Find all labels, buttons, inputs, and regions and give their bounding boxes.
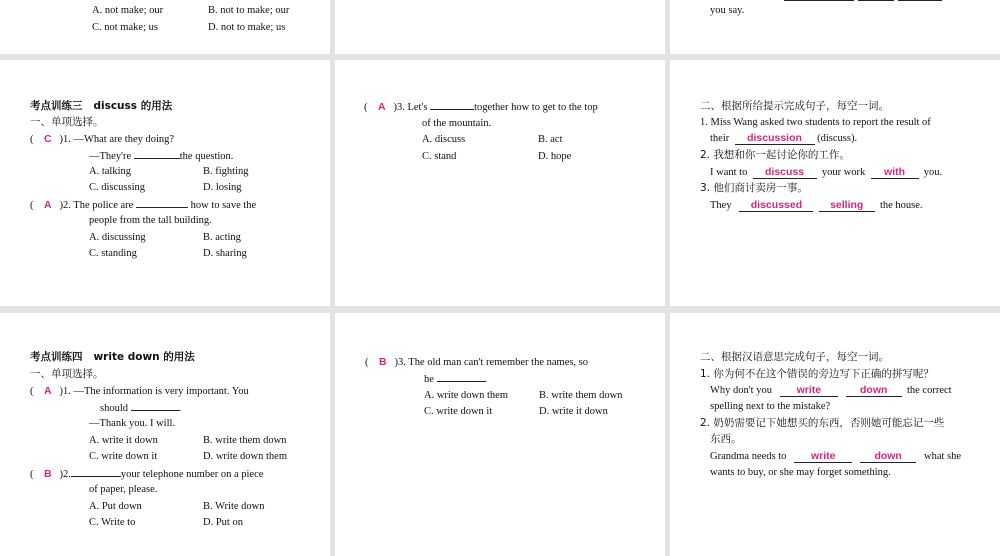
option-d: D. hope [538,151,572,162]
sentence-line: They discussed selling the house. [710,199,923,211]
option-d: D. sharing [203,248,247,259]
option-c: C. standing [89,248,137,259]
blank-line [898,0,942,1]
question-line: should . [100,403,182,414]
option-a: A. Put down [89,501,142,512]
option-a: A. write down them [424,390,508,401]
question-line: he . [424,374,488,385]
answer-letter: A [44,199,52,211]
panel-write-down-choice [0,313,330,556]
answer-fill: discussion [735,133,815,145]
option-a: A. discussing [89,232,146,243]
section-heading: 一、单项选择。 [30,116,104,128]
sentence-line: wants to buy, or she may forget something. [710,467,891,478]
answer-letter: A [44,385,52,397]
option-c: C. stand [422,151,457,162]
question-line: —They're the question. [89,151,234,162]
sentence-3-chinese: 3. 他们商讨卖房一事。 [700,182,808,194]
answer-letter: A [378,101,386,113]
sentence-1: 1. Miss Wang asked two students to report the result of [700,117,931,128]
option-c: C. Write to [89,517,136,528]
question-line: people from the tall building. [89,215,212,226]
panel-write-down-choice-2 [335,313,665,556]
sentence-line: their discussion (discuss). [710,132,858,144]
option-b: B. write them down [203,435,287,446]
option-a: A. not make; our [92,5,164,16]
question-3: ( A )3. Let's together how to get to the top [364,101,598,113]
sentence-line: spelling next to the mistake? [710,401,831,412]
question-line: of the mountain. [422,118,492,129]
sentence-tail: you say. [710,5,745,16]
top-middle-panel [335,0,665,54]
sentence-line: Why don't you write down the correct [710,384,952,396]
answer-letter: B [44,468,52,480]
panel-discuss-fill [670,60,1000,306]
answer-fill: write [780,385,838,397]
sentence-2-chinese: 2. 我想和你一起讨论你的工作。 [700,149,850,161]
option-d: D. Put on [203,517,243,528]
blank-line [784,0,854,1]
question-1: ( C )1. —What are they doing? [30,133,175,145]
sentence-line: Grandma needs to write down what she [710,450,962,462]
section-title: 考点训练四 write down 的用法 [30,351,195,363]
panel-write-down-fill [670,313,1000,556]
sentence-1-chinese: 1. 你为何不在这个错误的旁边写下正确的拼写呢？ [700,368,934,380]
answer-letter: C [44,133,52,145]
section-heading: 二、根据汉语意思完成句子，每空一词。 [700,351,889,363]
top-left-panel [0,0,330,54]
option-b: B. acting [203,232,241,243]
option-c: C. write down it [424,406,493,417]
answer-fill: down [846,385,902,397]
option-b: B. write them down [539,390,623,401]
option-d: D. write it down [539,406,608,417]
question-line: of paper, please. [89,484,158,495]
option-a: A. write it down [89,435,158,446]
option-c: C. discussing [89,182,146,193]
answer-fill: discussed [739,200,813,212]
option-d: D. not to make; us [208,22,286,33]
section-heading: 一、单项选择。 [30,368,104,380]
question-3: ( B )3. The old man can't remember the names, so [365,356,589,368]
panel-discuss-choice [0,60,330,306]
blank-line [858,0,894,1]
sentence-line: I want to discuss your work with you. [710,166,943,178]
question-2: ( A )2. The police are how to save the [30,199,257,211]
panel-discuss-choice-2 [335,60,665,306]
answer-fill: write [794,451,852,463]
option-a: A. talking [89,166,131,177]
option-d: D. losing [203,182,242,193]
option-b: B. fighting [203,166,249,177]
option-b: B. act [538,134,563,145]
option-d: D. write down them [203,451,287,462]
option-b: B. not to make; our [208,5,290,16]
sentence-2-chinese-cont: 东西。 [710,433,742,445]
option-a: A. discuss [422,134,466,145]
answer-fill: discuss [753,167,817,179]
option-c: C. write down it [89,451,158,462]
answer-fill: selling [819,200,875,212]
sentence-2-chinese: 2. 奶奶需要记下她想买的东西，否则她可能忘记一些 [700,417,945,429]
option-b: B. Write down [203,501,265,512]
answer-letter: B [379,356,387,368]
section-title: 考点训练三 discuss 的用法 [30,100,173,112]
top-right-panel [670,0,1000,54]
section-heading: 二、根据所给提示完成句子，每空一词。 [700,100,889,112]
question-1: ( A )1. —The information is very important. You [30,385,249,397]
question-line: —Thank you. I will. [89,418,176,429]
question-2: ( B )2. your telephone number on a piece [30,468,264,480]
answer-fill: with [871,167,919,179]
answer-fill: down [860,451,916,463]
option-c: C. not make; us [92,22,158,33]
